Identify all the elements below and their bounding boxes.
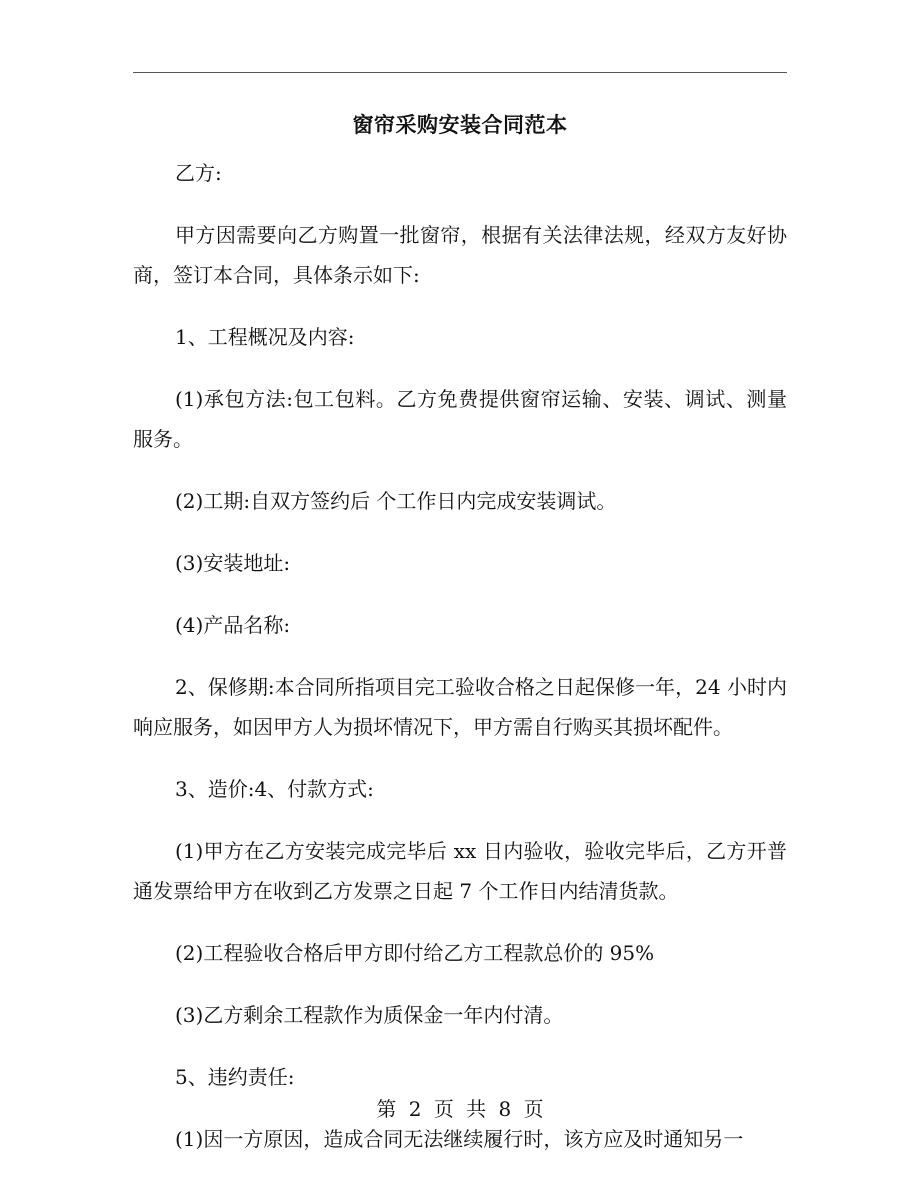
section-5-heading: 5、违约责任: — [175, 1065, 295, 1089]
section-2-warranty: 2、保修期:本合同所指项目完工验收合格之日起保修一年，24 小时内响应服务，如因甲方人为损坏情况下，甲方需自行购买其损坏配件。 — [133, 675, 787, 739]
clause-1-2: (2)工期:自双方签约后 个工作日内完成安装调试。 — [175, 489, 617, 513]
clause-4-3: (3)乙方剩余工程款作为质保金一年内付清。 — [175, 1003, 564, 1027]
header-rule — [133, 72, 787, 73]
clause-1-3: (3)安装地址: — [175, 551, 291, 575]
clause-4-2: (2)工程验收合格后甲方即付给乙方工程款总价的 95% — [175, 941, 655, 965]
paragraph-preamble: 甲方因需要向乙方购置一批窗帘，根据有关法律法规，经双方友好协商，签订本合同，具体条示如下: — [133, 223, 787, 287]
section-1-heading: 1、工程概况及内容: — [175, 325, 355, 349]
section-3-4-heading: 3、造价:4、付款方式: — [175, 777, 374, 801]
document-body — [133, 153, 787, 1181]
clause-5-1: (1)因一方原因，造成合同无法继续履行时，该方应及时通知另一 — [175, 1127, 744, 1151]
clause-1-1: (1)承包方法:包工包料。乙方免费提供窗帘运输、安装、调试、测量服务。 — [133, 387, 787, 451]
clause-4-1: (1)甲方在乙方安装完成完毕后 xx 日内验收，验收完毕后，乙方开普通发票给甲方在收到乙方发票之日起 7 个工作日内结清货款。 — [133, 839, 787, 903]
document-title: 窗帘采购安装合同范本 — [352, 112, 568, 137]
paragraph-party-b: 乙方: — [175, 161, 222, 185]
page-number: 第 2 页 共 8 页 — [376, 1097, 544, 1121]
clause-1-4: (4)产品名称: — [175, 613, 291, 637]
